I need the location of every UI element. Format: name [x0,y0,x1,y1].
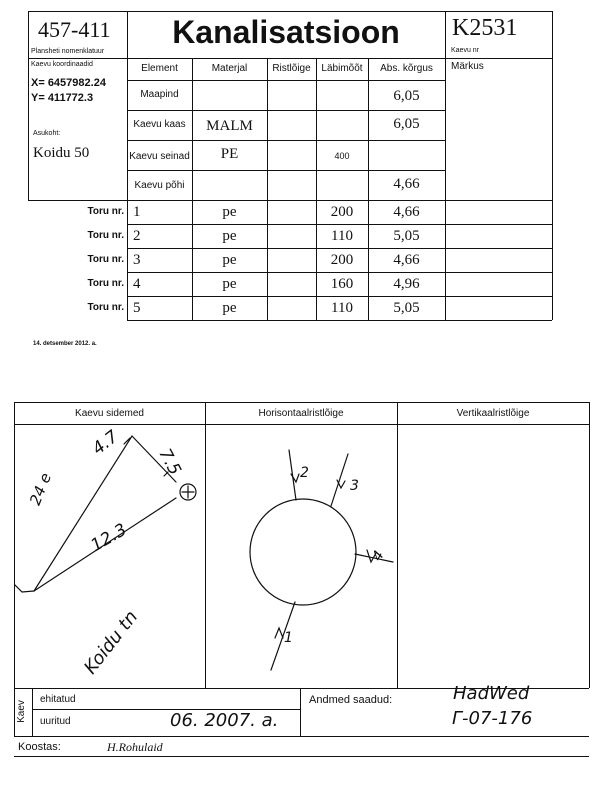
pipe-no: 5 [133,300,141,316]
tie-distance-c: 24 e [26,470,56,508]
sketch-col-vertical-title: Vertikaalristlõige [456,408,530,419]
location-label: Asukoht: [33,130,61,137]
pipe-material: pe [222,228,237,244]
coordinate-y: Y= 411772.3 [31,92,94,104]
pipe-mark-1: 1 [284,630,293,646]
element-name: Kaevu kaas [133,119,186,130]
pipe-mark-3: 3 [350,478,359,494]
pipe-diameter: 200 [330,204,354,220]
diameter-value: 400 [334,151,350,161]
pipe-diameter: 110 [331,300,353,316]
header-remarks: Märkus [451,61,484,72]
pipe-row-label: Toru nr. [87,278,124,289]
pipe-elevation: 4,96 [393,276,420,292]
header-diameter: Läbimõõt [321,63,363,74]
sketch-col-horizontal-title: Horisontaalristlõige [258,408,344,419]
nomenclature-label: Plansheti nomenklatuur [31,48,105,55]
compiled-label: Koostas: [18,741,61,753]
compiled-value: H.Rohulaid [107,740,163,754]
material-value: MALM [206,118,253,134]
sketch-col-ties-title: Kaevu sidemed [75,408,144,419]
pipe-no: 4 [133,276,141,292]
element-name: Kaevu põhi [134,180,185,191]
pipe-elevation: 5,05 [393,300,420,316]
element-name: Kaevu seinad [129,151,190,162]
pipe-mark-4: 4 [369,548,388,564]
header-element: Element [141,63,178,74]
material-value: PE [220,146,239,162]
built-label: ehitatud [40,694,76,705]
pipe-no: 1 [133,204,141,220]
location-value: Koidu 50 [33,145,90,161]
nomenclature-value: 457-411 [38,17,111,42]
tie-distance-b: 7.5 [154,445,185,479]
pipe-row-label: Toru nr. [87,254,124,265]
street-note: Koidu tn [79,606,143,679]
tie-distance-a: 4.7 [88,426,123,460]
horizontal-section-sketch [205,424,397,688]
data-from-ref: Г-07-176 [452,708,533,729]
pipe-diameter: 110 [331,228,353,244]
updated-value: 06. 2007. a. [170,710,279,731]
elevation-value: 4,66 [393,176,420,192]
pipe-row-label: Toru nr. [87,230,124,241]
coordinates-label: Kaevu koordinaadid [31,61,93,68]
well-side-label: Kaev [15,700,27,723]
pipe-no: 2 [133,228,141,244]
header-material: Materjal [211,63,248,74]
header-elevation: Abs. kõrgus [380,63,433,74]
pipe-no: 3 [133,252,141,268]
pipe-diameter: 160 [330,276,354,292]
pipe-material: pe [222,276,237,292]
pipe-elevation: 4,66 [393,252,420,268]
elevation-value: 6,05 [393,116,420,132]
pipe-material: pe [222,300,237,316]
pipe-mark-2: 2 [300,465,309,481]
pipe-diameter: 200 [330,252,354,268]
page-title: Kanalisatsioon [172,14,400,50]
coordinate-x: X= 6457982.24 [31,77,106,89]
data-from-name: HadWed [453,683,530,704]
element-name: Maapind [140,89,179,100]
well-number-value: K2531 [452,15,518,41]
pipe-elevation: 4,66 [393,204,420,220]
pipe-elevation: 5,05 [393,228,420,244]
updated-label: uuritud [40,716,71,727]
tie-distance-d: 12.3 [87,519,131,557]
pipe-row-label: Toru nr. [87,206,124,217]
data-from-label: Andmed saadud: [309,694,393,706]
pipe-material: pe [222,252,237,268]
pipe-material: pe [222,204,237,220]
date-note: 14. detsember 2012. a. [33,341,97,347]
elevation-value: 6,05 [393,88,420,104]
header-section: Ristlõige [272,63,311,74]
well-number-label: Kaevu nr [451,47,480,54]
pipe-row-label: Toru nr. [87,302,124,313]
